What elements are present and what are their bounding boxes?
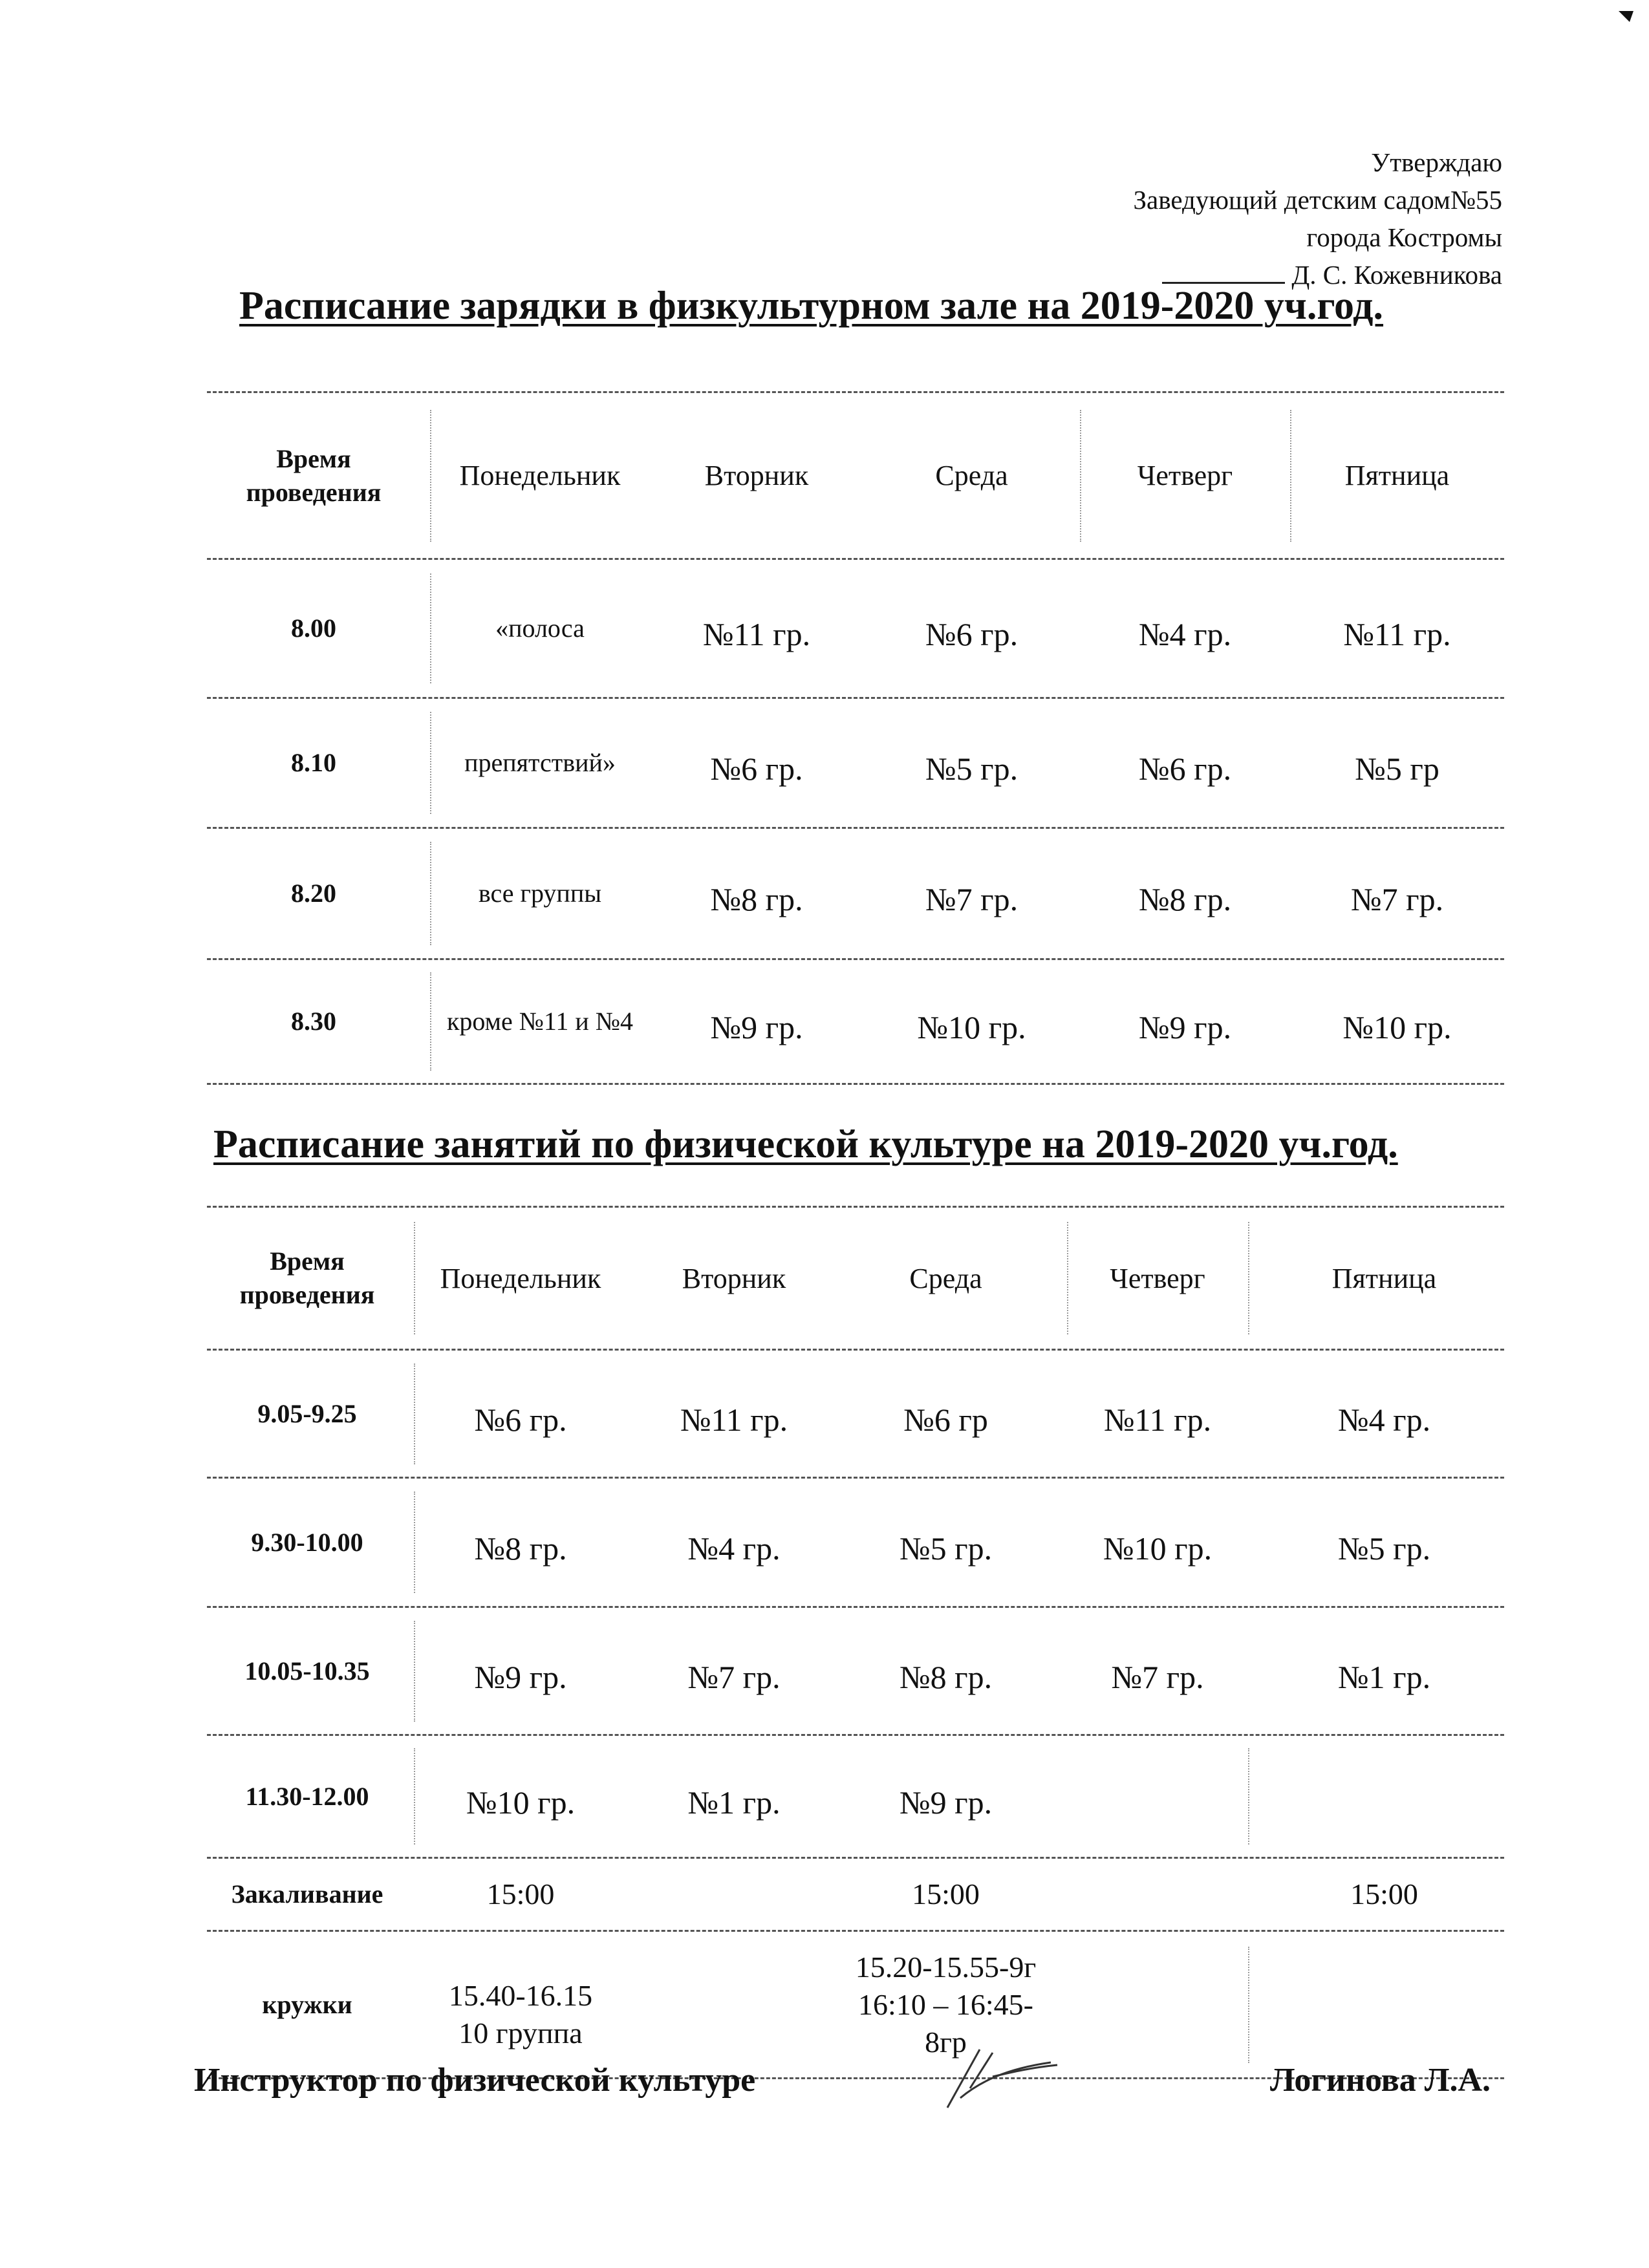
friday-cell: №5 гр [1355, 751, 1439, 787]
monday-cell: «полоса [495, 614, 585, 643]
time-cell: 8.10 [291, 748, 336, 777]
approval-name: Д. С. Кожевникова [1291, 260, 1502, 290]
tuesday-cell: №11 гр. [702, 616, 811, 652]
monday-cell: все группы [478, 879, 602, 908]
header-thursday: Четверг [1110, 1262, 1205, 1294]
thursday-cell: №10 гр. [1103, 1530, 1212, 1567]
header-tuesday: Вторник [704, 460, 809, 491]
time-cell: 8.00 [291, 614, 336, 643]
table-row [207, 958, 1504, 1085]
clubs-label: кружки [262, 1989, 352, 2019]
club-wednesday-line2: 16:10 – 16:45- [858, 1987, 1033, 2021]
tuesday-cell: №8 гр. [710, 881, 803, 917]
friday-cell: №10 гр. [1342, 1009, 1452, 1045]
club-monday-group: 10 группа [458, 2016, 583, 2049]
club-wednesday-line3: 8гр [925, 2025, 967, 2059]
thursday-cell: №11 гр. [1103, 1401, 1212, 1438]
friday-cell [1264, 1736, 1504, 1857]
friday-cell: №11 гр. [1343, 616, 1451, 652]
wednesday-cell: №7 гр. [925, 881, 1018, 917]
header-friday: Пятница [1331, 1262, 1437, 1294]
friday-cell: №7 гр. [1350, 881, 1444, 917]
table-row [207, 1734, 1504, 1857]
hardening-label: Закаливание [231, 1879, 383, 1909]
approval-city: города Костромы [1306, 222, 1502, 252]
monday-cell: препятствий» [464, 748, 616, 777]
thursday-cell: №8 гр. [1138, 881, 1232, 917]
table-row [207, 697, 1504, 827]
friday-cell: №4 гр. [1337, 1401, 1431, 1438]
hardening-row [207, 1857, 1504, 1930]
header-time: Время проведения [239, 1246, 375, 1309]
club-wednesday-line1: 15.20-15.55-9г [855, 1950, 1037, 1984]
monday-cell: кроме №11 и №4 [447, 1007, 633, 1036]
thursday-cell: №9 гр. [1138, 1009, 1232, 1045]
table-row [207, 558, 1504, 697]
monday-cell: 15:00 [486, 1878, 555, 1910]
thursday-cell [1051, 1736, 1264, 1857]
friday-cell: №5 гр. [1337, 1530, 1431, 1567]
tuesday-cell [627, 1859, 841, 1930]
signature-blank [1162, 262, 1285, 284]
friday-cell: 15:00 [1350, 1878, 1418, 1910]
wednesday-cell: №5 гр. [899, 1530, 993, 1567]
thursday-cell: №6 гр. [1138, 751, 1232, 787]
thursday-cell [1051, 1859, 1264, 1930]
time-cell: 8.20 [291, 879, 336, 908]
corner-mark-icon [1617, 8, 1636, 27]
monday-cell: №10 гр. [466, 1784, 576, 1821]
tuesday-cell: №4 гр. [687, 1530, 781, 1567]
time-cell: 9.30-10.00 [251, 1527, 363, 1557]
schedule2-title: Расписание занятий по физической культуре на 2019-2020 уч.год. [213, 1122, 1398, 1166]
clubs-row [207, 1930, 1504, 2079]
wednesday-cell: №9 гр. [899, 1784, 993, 1821]
table-header-row [207, 1206, 1504, 1349]
thursday-cell: №7 гр. [1111, 1658, 1204, 1695]
schedule1-table [207, 391, 1504, 1085]
header-friday: Пятница [1344, 460, 1450, 491]
wednesday-cell: 15:00 [912, 1878, 980, 1910]
friday-cell: №1 гр. [1337, 1658, 1431, 1695]
monday-cell: №9 гр. [474, 1658, 567, 1695]
table-row [207, 1349, 1504, 1477]
thursday-cell: №4 гр. [1138, 616, 1232, 652]
table-row [207, 827, 1504, 958]
time-cell: 9.05-9.25 [257, 1398, 357, 1428]
tuesday-cell: №6 гр. [710, 751, 803, 787]
tuesday-cell: №7 гр. [687, 1658, 781, 1695]
wednesday-cell: №6 гр. [925, 616, 1018, 652]
approval-block [1134, 144, 1502, 294]
header-wednesday: Среда [909, 1262, 982, 1294]
schedule1-title: Расписание зарядки в физкультурном зале на 2019-2020 уч.год. [239, 284, 1384, 328]
header-time: Время проведения [246, 444, 382, 507]
table-row [207, 1477, 1504, 1606]
time-cell: 11.30-12.00 [245, 1781, 369, 1811]
schedule2-table [207, 1206, 1504, 2079]
wednesday-cell: №5 гр. [925, 751, 1018, 787]
tuesday-cell: №9 гр. [710, 1009, 803, 1045]
header-thursday: Четверг [1137, 460, 1233, 491]
monday-cell [414, 1932, 627, 2077]
wednesday-cell: №8 гр. [899, 1658, 993, 1695]
monday-cell: №6 гр. [474, 1401, 567, 1438]
header-tuesday: Вторник [682, 1262, 786, 1294]
table-row [207, 1606, 1504, 1734]
time-cell: 10.05-10.35 [244, 1656, 370, 1685]
tuesday-cell: №1 гр. [687, 1784, 781, 1821]
monday-cell: №8 гр. [474, 1530, 567, 1567]
header-wednesday: Среда [935, 460, 1008, 491]
header-monday: Понедельник [440, 1262, 601, 1294]
wednesday-cell: №6 гр [903, 1401, 988, 1438]
tuesday-cell: №11 гр. [680, 1401, 788, 1438]
club-monday-time: 15.40-16.15 [448, 1978, 593, 2012]
header-monday: Понедельник [459, 460, 621, 491]
instructor-position: Инструктор по физической культуре [194, 2062, 756, 2099]
instructor-name: Логинова Л.А. [1269, 2062, 1491, 2099]
table-header-row [207, 391, 1504, 558]
wednesday-cell: №10 гр. [917, 1009, 1026, 1045]
signature-icon [934, 2037, 1064, 2114]
approval-title: Утверждаю [1371, 147, 1502, 177]
approval-position: Заведующий детским садом№55 [1133, 185, 1502, 215]
time-cell: 8.30 [291, 1007, 336, 1036]
